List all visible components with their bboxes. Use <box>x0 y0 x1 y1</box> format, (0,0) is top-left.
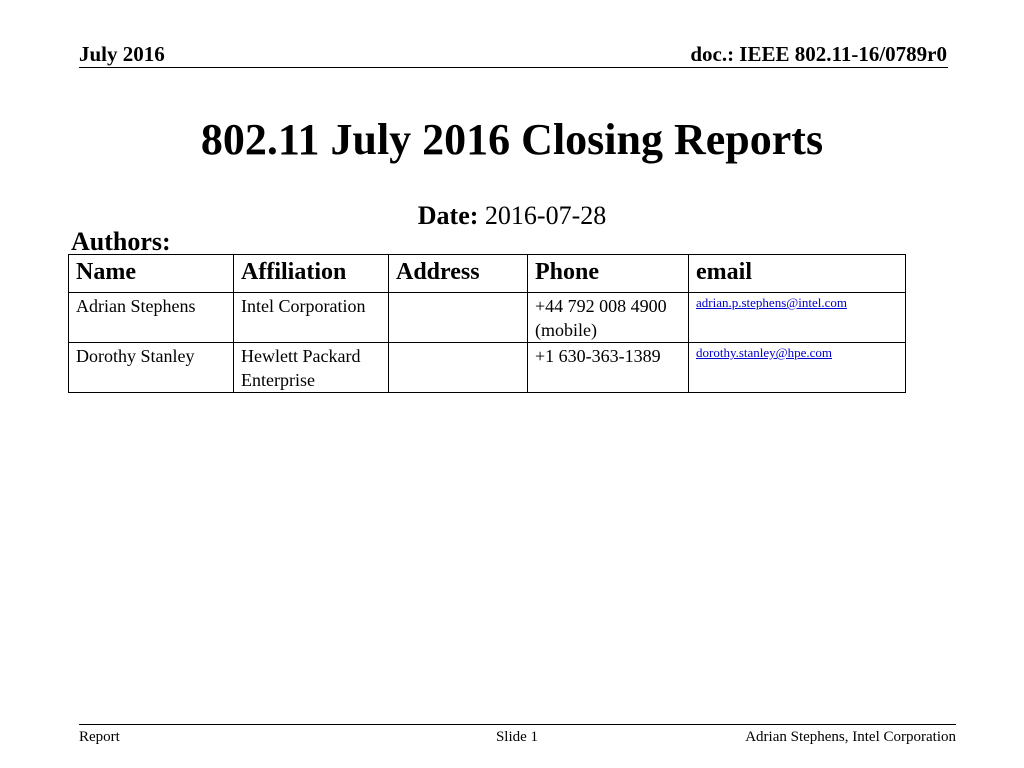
author-affiliation: Intel Corporation <box>234 293 389 343</box>
header-date: July 2016 <box>79 42 165 66</box>
header-doc-number: doc.: IEEE 802.11-16/0789r0 <box>690 42 947 66</box>
footer-divider <box>79 724 956 725</box>
authors-heading: Authors: <box>71 227 171 256</box>
author-email-cell <box>689 343 906 393</box>
footer-author: Adrian Stephens, Intel Corporation <box>745 729 956 745</box>
author-email-link[interactable]: adrian.p.stephens@intel.com <box>696 295 847 310</box>
date-value: 2016-07-28 <box>484 201 607 230</box>
table-row <box>69 293 906 343</box>
footer-report-label: Report <box>79 729 120 745</box>
author-name: Dorothy Stanley <box>69 343 234 393</box>
authors-table <box>68 254 906 393</box>
column-header-address: Address <box>389 255 528 293</box>
header-divider <box>79 67 948 68</box>
column-header-email: email <box>689 255 906 293</box>
author-phone: +44 792 008 4900 (mobile) <box>528 293 689 343</box>
author-email-cell <box>689 293 906 343</box>
date-label: Date: <box>417 201 479 230</box>
slide-title: 802.11 July 2016 Closing Reports <box>200 115 824 164</box>
table-header-row <box>69 255 906 293</box>
author-phone: +1 630-363-1389 <box>528 343 689 393</box>
slide-number: Slide 1 <box>495 729 539 745</box>
author-address <box>389 343 528 393</box>
author-affiliation: Hewlett Packard Enterprise <box>234 343 389 393</box>
author-address <box>389 293 528 343</box>
table-row <box>69 343 906 393</box>
column-header-affiliation: Affiliation <box>234 255 389 293</box>
column-header-phone: Phone <box>528 255 689 293</box>
author-email-link[interactable]: dorothy.stanley@hpe.com <box>696 345 833 360</box>
author-name: Adrian Stephens <box>69 293 234 343</box>
column-header-name: Name <box>69 255 234 293</box>
